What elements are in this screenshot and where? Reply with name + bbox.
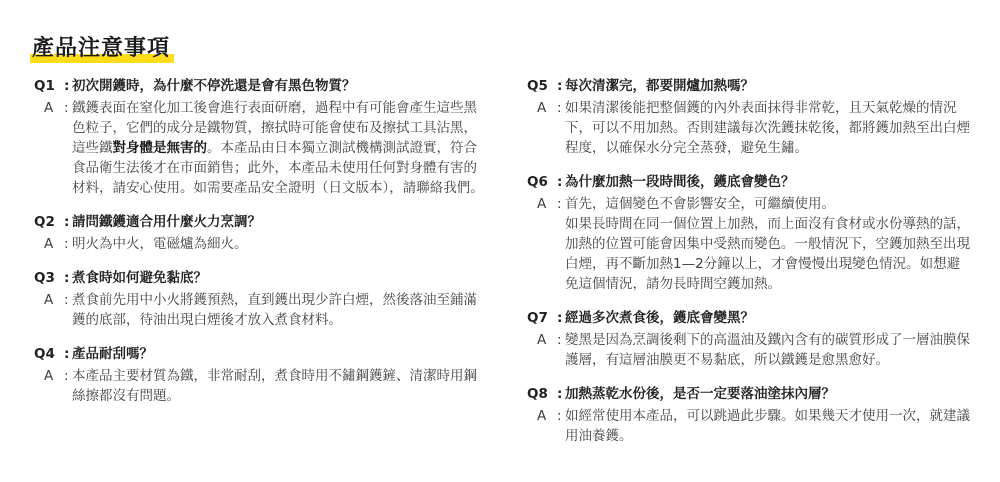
answer: A : 本產品主要材質為鐵，非常耐刮，煮食時用不鏽鋼鑊鏟、清潔時用鋼絲擦都沒有問題。 [34,366,484,406]
answer-text [72,98,484,198]
faq-item-q2 [34,212,484,254]
answer: A : 明火為中火，電磁爐為細火。 [34,234,484,254]
answer-label: A [537,332,547,348]
answer-text: 明火為中火，電磁爐為細火。 [72,236,248,252]
answer: A : 鐵鑊表面在窒化加工後會進行表面研磨，過程中有可能會產生這些黑色粒子，它們的成分是鐵物質，擦拭時可能會使布及擦拭工具沾黑，這些鐵對身體是無害的。本產品由日本獨立測試機構測試證實，符合食品衛生法後才在市面銷售；此外，本產品未使用任何對身體有害的材料，請安心使用。如需要產品安全證明（日文版本），請聯絡我們。 [34,98,484,198]
page-title-text: 產品注意事項 [32,36,171,61]
answer-text-part: 鐵鑊表面在窒化加工後會進行表面研磨，過程中有可能會產生這些黑色粒子，它們的成分是鐵物質，擦拭時可能會使布及擦拭工具沾黑，這些鐵 [72,100,477,156]
question-label: Q7 [527,310,548,326]
question: Q6 : 為什麼加熱一段時間後，鑊底會變色？ [527,172,972,192]
question-label: Q6 [527,174,548,190]
faq-item-q1 [34,76,484,198]
page-title [32,34,170,64]
question: Q4 : 產品耐刮嗎？ [34,344,484,364]
faq-item-q6 [527,172,972,294]
question-text: 經過多次煮食後，鑊底會變黑？ [565,310,754,326]
question: Q5 : 每次清潔完，都要開爐加熱嗎？ [527,76,972,96]
answer-label: A [44,368,54,384]
answer-label: A [537,196,547,212]
answer-text: 變黑是因為烹調後剩下的高溫油及鐵內含有的碳質形成了一層油膜保護層，有這層油膜更不易黏底，所以鐵鑊是愈黑愈好。 [565,332,970,368]
answer-text [565,194,972,294]
question-text: 煮食時如何避免黏底？ [72,270,207,286]
question-label: Q4 [34,346,55,362]
answer: A : 首先，這個變色不會影響安全，可繼續使用。 如果長時間在同一個位置上加熱，而上面沒有食材或水份導熱的話，加熱的位置可能會因集中受熱而變色。一般情況下，空鑊加熱至出現白煙，再不斷加熱1—2分鐘以上，才會慢慢出現變色情況。如想避免這個情況，請勿長時間空鑊加熱。 [527,194,972,294]
faq-column-right [527,76,972,460]
answer-text: 如果清潔後能把整個鑊的內外表面抹得非常乾，且天氣乾燥的情況下，可以不用加熱。否則建議每次洗鑊抹乾後，都將鑊加熱至出白煙程度，以確保水分完全蒸發，避免生鏽。 [565,100,970,156]
question: Q1 : 初次開鑊時，為什麼不停洗還是會有黑色物質？ [34,76,484,96]
answer: A : 如經常使用本產品，可以跳過此步驟。如果幾天才使用一次，就建議用油養鑊。 [527,406,972,446]
answer: A : 煮食前先用中小火將鑊預熱，直到鑊出現少許白煙，然後落油至鋪滿鑊的底部，待油出現白煙後才放入煮食材料。 [34,290,484,330]
answer-label: A [537,100,547,116]
page-title-wrap [32,34,170,64]
question-text: 產品耐刮嗎？ [72,346,153,362]
question: Q8 : 加熱蒸乾水份後，是否一定要落油塗抹內層？ [527,384,972,404]
question-text: 加熱蒸乾水份後，是否一定要落油塗抹內層？ [565,386,835,402]
question-text: 初次開鑊時，為什麼不停洗還是會有黑色物質？ [72,78,356,94]
answer-text: 煮食前先用中小火將鑊預熱，直到鑊出現少許白煙，然後落油至鋪滿鑊的底部，待油出現白煙後才放入煮食材料。 [72,292,477,328]
answer-text: 本產品主要材質為鐵，非常耐刮，煮食時用不鏽鋼鑊鏟、清潔時用鋼絲擦都沒有問題。 [72,368,477,404]
faq-item-q5 [527,76,972,158]
answer: A : 如果清潔後能把整個鑊的內外表面抹得非常乾，且天氣乾燥的情況下，可以不用加熱。否則建議每次洗鑊抹乾後，都將鑊加熱至出白煙程度，以確保水分完全蒸發，避免生鏽。 [527,98,972,158]
question-text: 每次清潔完，都要開爐加熱嗎？ [565,78,754,94]
answer-label: A [44,236,54,252]
answer: A : 變黑是因為烹調後剩下的高溫油及鐵內含有的碳質形成了一層油膜保護層，有這層油膜更不易黏底，所以鐵鑊是愈黑愈好。 [527,330,972,370]
faq-item-q7 [527,308,972,370]
question-text: 請問鐵鑊適合用什麼火力烹調？ [72,214,261,230]
answer-text-emphasis: 對身體是無害的 [112,140,207,156]
question-label: Q5 [527,78,548,94]
answer-text: 如經常使用本產品，可以跳過此步驟。如果幾天才使用一次，就建議用油養鑊。 [565,408,970,444]
answer-text-part: 。本產品由日本獨立測試機構測試證實，符合食品衛生法後才在市面銷售；此外，本產品未使用任何對身體有害的材料，請安心使用。如需要產品安全證明（日文版本），請聯絡我們。 [72,140,484,196]
question-label: Q1 [34,78,55,94]
question-text: 為什麼加熱一段時間後，鑊底會變色？ [565,174,795,190]
answer-label: A [44,292,54,308]
question: Q3 : 煮食時如何避免黏底？ [34,268,484,288]
question-label: Q2 [34,214,55,230]
answer-label: A [44,100,54,116]
answer-label: A [537,408,547,424]
faq-item-q4 [34,344,484,406]
question-label: Q8 [527,386,548,402]
question-label: Q3 [34,270,55,286]
faq-column-left [34,76,484,420]
answer-paragraph: 首先，這個變色不會影響安全，可繼續使用。 [565,196,835,212]
question: Q7 : 經過多次煮食後，鑊底會變黑？ [527,308,972,328]
question: Q2 : 請問鐵鑊適合用什麼火力烹調？ [34,212,484,232]
faq-item-q3 [34,268,484,330]
answer-paragraph: 如果長時間在同一個位置上加熱，而上面沒有食材或水份導熱的話，加熱的位置可能會因集中受熱而變色。一般情況下，空鑊加熱至出現白煙，再不斷加熱1—2分鐘以上，才會慢慢出現變色情況。如想避免這個情況，請勿長時間空鑊加熱。 [565,216,970,292]
faq-item-q8 [527,384,972,446]
